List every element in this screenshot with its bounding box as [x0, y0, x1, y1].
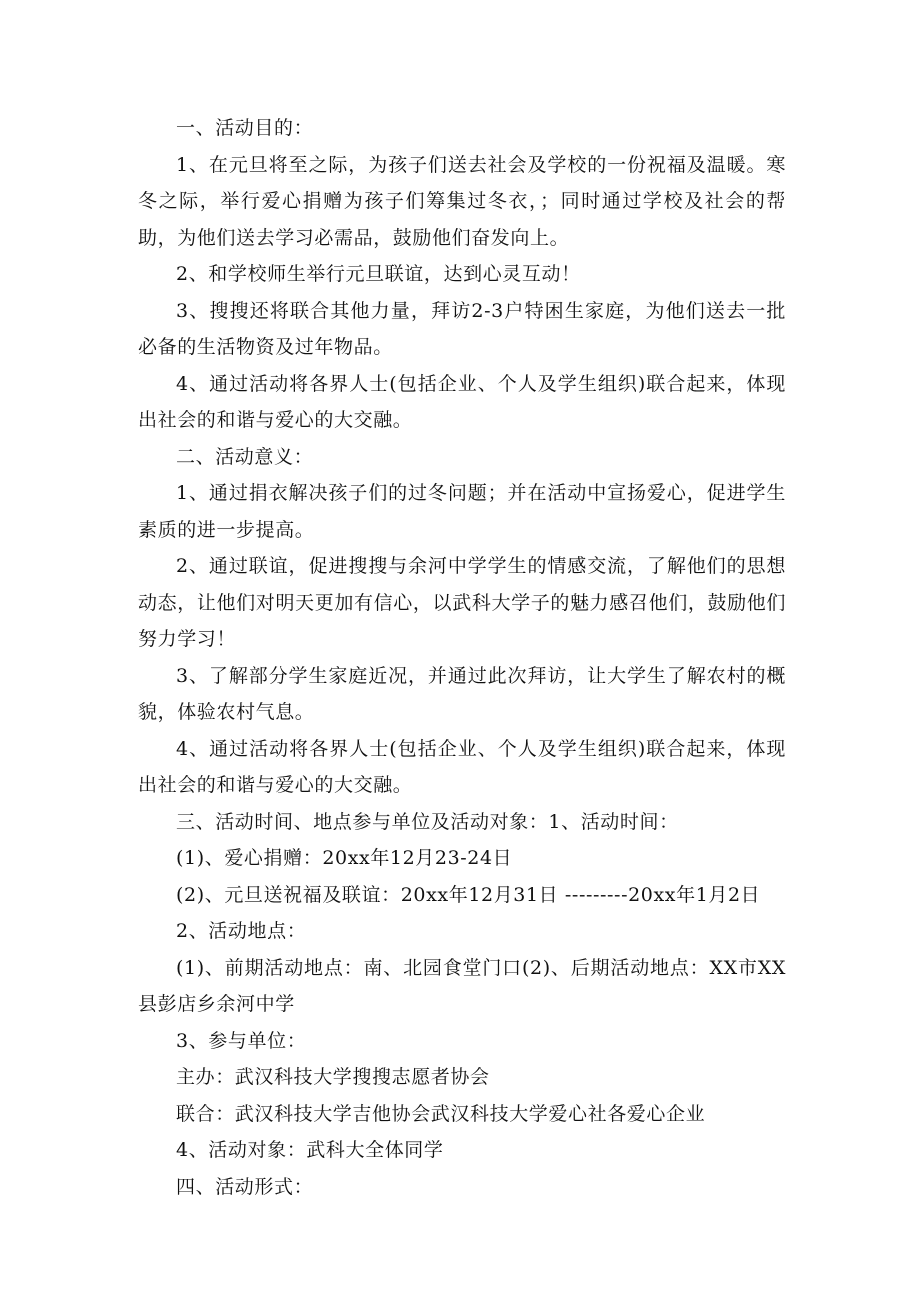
- paragraph-time-1: (1)、爱心捐赠：20xx年12月23-24日: [176, 847, 513, 869]
- document-body: [138, 110, 786, 1205]
- subheading-place: 2、活动地点：: [176, 920, 307, 942]
- paragraph-co-organizers: 联合：武汉科技大学吉他协会武汉科技大学爱心社各爱心企业: [176, 1102, 706, 1125]
- paragraph-place-1: (1)、前期活动地点：南、北园食堂门口(2)、后期活动地点：XX市XX县彭店乡余河中学: [138, 956, 786, 1015]
- paragraph-audience: 4、活动对象：武科大全体同学: [176, 1139, 444, 1161]
- paragraph-host: 主办：武汉科技大学搜搜志愿者协会: [176, 1066, 490, 1088]
- paragraph-purpose-1: 1、在元旦将至之际，为孩子们送去社会及学校的一份祝福及温暖。寒冬之际，举行爱心捐赠为孩子们筹集过冬衣，；同时通过学校及社会的帮助，为他们送去学习必需品，鼓励他们奋发向上。: [138, 153, 786, 249]
- paragraph-purpose-4: 4、通过活动将各界人士(包括企业、个人及学生组织)联合起来，体现出社会的和谐与爱心的大交融。: [138, 372, 786, 431]
- paragraph-significance-2: 2、通过联谊，促进搜搜与余河中学学生的情感交流，了解他们的思想动态，让他们对明天更加有信心，以武科大学子的魅力感召他们，鼓励他们努力学习！: [138, 555, 786, 650]
- paragraph-significance-4: 4、通过活动将各界人士(包括企业、个人及学生组织)联合起来，体现出社会的和谐与爱心的大交融。: [138, 737, 786, 796]
- paragraph-purpose-2: 2、和学校师生举行元旦联谊，达到心灵互动！: [176, 263, 581, 285]
- section-heading-time-place: 三、活动时间、地点参与单位及活动对象：1、活动时间：: [176, 810, 679, 833]
- paragraph-significance-3: 3、了解部分学生家庭近况，并通过此次拜访，让大学生了解农村的概貌，体验农村气息。: [138, 664, 786, 723]
- paragraph-significance-1: 1、通过捐衣解决孩子们的过冬问题；并在活动中宣扬爱心，促进学生素质的进一步提高。: [138, 482, 786, 541]
- section-heading-purpose: 一、活动目的：: [176, 117, 314, 139]
- section-heading-significance: 二、活动意义：: [176, 445, 314, 468]
- paragraph-purpose-3: 3、搜搜还将联合其他力量，拜访2-3户特困生家庭，为他们送去一批必备的生活物资及过年物品。: [138, 299, 786, 358]
- subheading-participants: 3、参与单位：: [176, 1029, 307, 1052]
- section-heading-format: 四、活动形式：: [176, 1175, 314, 1198]
- paragraph-time-2: (2)、元旦送祝福及联谊：20xx年12月31日 ---------20xx年1月2日: [176, 883, 761, 906]
